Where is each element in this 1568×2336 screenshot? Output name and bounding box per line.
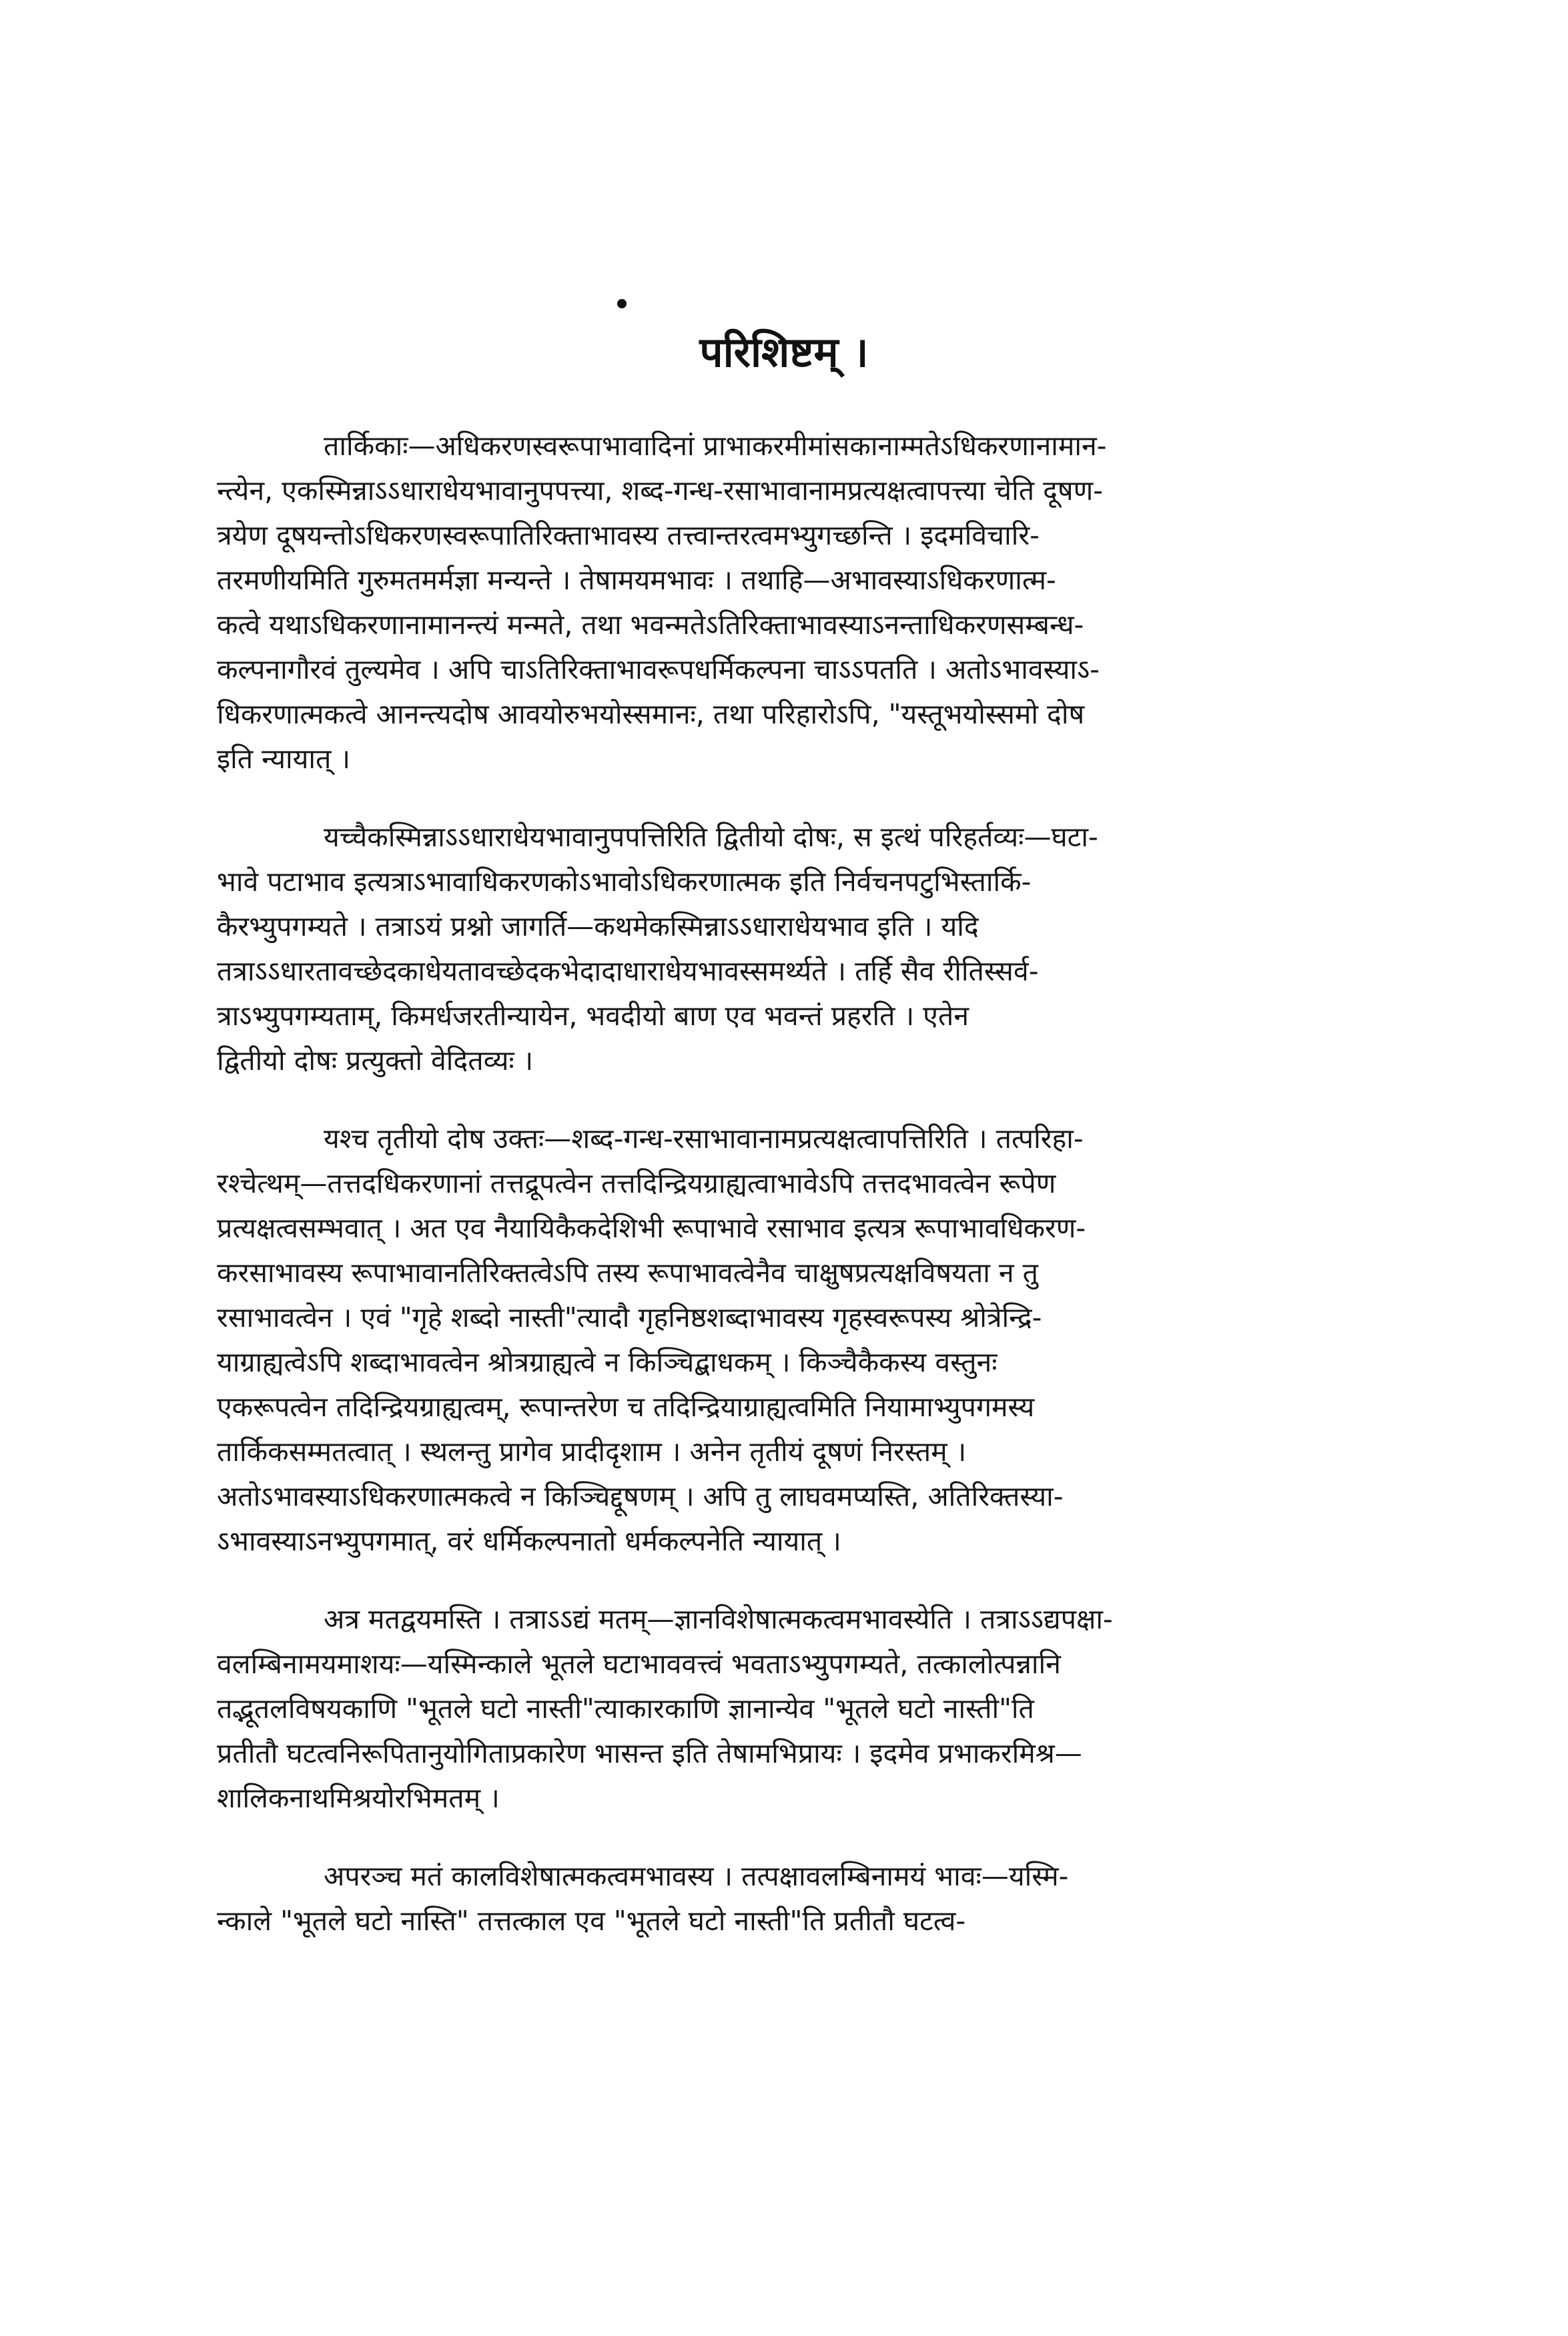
ink-dot <box>617 299 627 308</box>
text-line: अतोऽभावस्याऽधिकरणात्मकत्वे न किञ्चिद्दूषणम् । अपि तु लाघवमप्यस्ति, अतिरिक्तस्या- <box>217 1480 1064 1512</box>
text-line: रश्चेत्थम्—तत्तदधिकरणानां तत्तद्रूपत्वेन तत्तदिन्द्रियग्राह्यत्वाभावेऽपि तत्तदभावत्वेन रूपेण <box>217 1167 1056 1199</box>
text-line: कत्वे यथाऽधिकरणानामानन्त्यं मन्मते, तथा भवन्मतेऽतिरिक्ताभावस्याऽनन्ताधिकरणसम्बन्ध- <box>217 609 1084 641</box>
paragraph-1 <box>217 424 1431 782</box>
text-line: एकरूपत्वेन तदिन्द्रियग्राह्यत्वम्, रूपान्तरेण च तदिन्द्रियाग्राह्यत्वमिति नियामाभ्युपगमस्य <box>217 1391 1035 1423</box>
text-line: वलम्बिनामयमाशयः—यस्मिन्काले भूतले घटाभाववत्त्वं भवताऽभ्युपगम्यते, तत्कालोत्पन्नानि <box>217 1648 1061 1680</box>
text-line: ऽभावस्याऽनभ्युपगमात्, वरं धर्मिकल्पनातो धर्मकल्पनेति न्यायात् । <box>217 1525 841 1557</box>
text-line: अत्र मतद्वयमस्ति । तत्राऽऽद्यं मतम्—ज्ञानविशेषात्मकत्वमभावस्येति । तत्राऽऽद्यपक्षा- <box>324 1603 1113 1635</box>
text-line: धिकरणात्मकत्वे आनन्त्यदोष आवयोरुभयोस्समानः, तथा परिहारोऽपि, "यस्तूभयोस्समो दोष <box>217 698 1085 730</box>
text-line: तरमणीयमिति गुरुमतमर्मज्ञा मन्यन्ते । तेषामयमभावः । तथाहि—अभावस्याऽधिकरणात्म- <box>217 564 1056 596</box>
paragraph-2 <box>217 815 1431 1083</box>
text-line: रसाभावत्वेन । एवं "गृहे शब्दो नास्ती"त्यादौ गृहनिष्ठशब्दाभावस्य गृहस्वरूपस्य श्रोत्रेन्द्रि- <box>217 1301 1042 1334</box>
text-line: यश्च तृतीयो दोष उक्तः—शब्द-गन्ध-रसाभावानामप्रत्यक्षत्वापत्तिरिति । तत्परिहा- <box>324 1123 1084 1155</box>
text-line: शालिकनाथमिश्रयोरभिमतम् । <box>217 1782 500 1814</box>
page-title: परिशिष्टम् । <box>699 328 869 376</box>
text-line: प्रतीतौ घटत्वनिरूपितानुयोगिताप्रकारेण भासन्त इति तेषामभिप्रायः । इदमेव प्रभाकरमिश्र— <box>217 1737 1082 1769</box>
text-line: तार्किकाः—अधिकरणस्वरूपाभावादिनां प्राभाकरमीमांसकानाम्मतेऽधिकरणानामान- <box>324 430 1107 462</box>
text-line: अपरञ्च मतं कालविशेषात्मकत्वमभावस्य । तत्पक्षावलम्बिनामयं भावः—यस्मि- <box>324 1860 1069 1892</box>
text-line: याग्राह्यत्वेऽपि शब्दाभावत्वेन श्रोत्रग्राह्यत्वे न किञ्चिद्बाधकम् । किञ्चैकैकस्य वस्तुनः <box>217 1346 998 1378</box>
text-line: द्वितीयो दोषः प्रत्युक्तो वेदितव्यः । <box>217 1045 534 1077</box>
paragraph-3 <box>217 1117 1431 1564</box>
text-line: भावे पटाभाव इत्यत्राऽभावाधिकरणकोऽभावोऽधिकरणात्मक इति निर्वचनपटुभिस्तार्कि- <box>217 866 1032 898</box>
paragraph-5 <box>217 1854 1431 1944</box>
text-line: त्राऽभ्युपगम्यताम्, किमर्धजरतीन्यायेन, भवदीयो बाण एव भवन्तं प्रहरति । एतेन <box>217 1000 969 1032</box>
text-line: न्त्येन, एकस्मिन्नाऽऽधाराधेयभावानुपपत्त्या, शब्द-गन्ध-रसाभावानामप्रत्यक्षत्वापत्त्या चेति दूषण- <box>217 475 1104 507</box>
text-line: तार्किकसम्मतत्वात् । स्थलन्तु प्रागेव प्रादीदृशाम । अनेन तृतीयं दूषणं निरस्तम् । <box>217 1436 967 1468</box>
text-line: न्काले "भूतले घटो नास्ति" तत्तत्काल एव "भूतले घटो नास्ती"ति प्रतीतौ घटत्व- <box>217 1905 966 1937</box>
text-line: कल्पनागौरवं तुल्यमेव । अपि चाऽतिरिक्ताभावरूपधर्मिकल्पना चाऽऽपतति । अतोऽभावस्याऽ- <box>217 653 1100 685</box>
text-line: तत्राऽऽधारतावच्छेदकाधेयतावच्छेदकभेदादाधाराधेयभावस्समर्थ्यते । तर्हि सैव रीतिस्सर्व- <box>217 955 1039 987</box>
text-line: कैरभ्युपगम्यते । तत्राऽयं प्रश्नो जागर्ति—कथमेकस्मिन्नाऽऽधाराधेयभाव इति । यदि <box>217 910 979 942</box>
body-text <box>217 424 1431 1977</box>
text-line: त्रयेण दूषयन्तोऽधिकरणस्वरूपातिरिक्ताभावस्य तत्त्वान्तरत्वमभ्युगच्छन्ति । इदमविचारि- <box>217 519 1040 551</box>
text-line: इति न्यायात् । <box>217 743 350 775</box>
text-line: तद्भूतलविषयकाणि "भूतले घटो नास्ती"त्याकारकाणि ज्ञानान्येव "भूतले घटो नास्ती"ति <box>217 1693 1034 1725</box>
text-line: यच्चैकस्मिन्नाऽऽधाराधेयभावानुपपत्तिरिति द्वितीयो दोषः, स इत्थं परिहर्तव्यः—घटा- <box>324 821 1098 853</box>
text-line: प्रत्यक्षत्वसम्भवात् । अत एव नैयायिकैकदेशिभी रूपाभावे रसाभाव इत्यत्र रूपाभावधिकरण- <box>217 1212 1086 1244</box>
paragraph-4 <box>217 1597 1431 1821</box>
text-line: करसाभावस्य रूपाभावानतिरिक्तत्वेऽपि तस्य रूपाभावत्वेनैव चाक्षुषप्रत्यक्षविषयता न तु <box>217 1257 1039 1289</box>
